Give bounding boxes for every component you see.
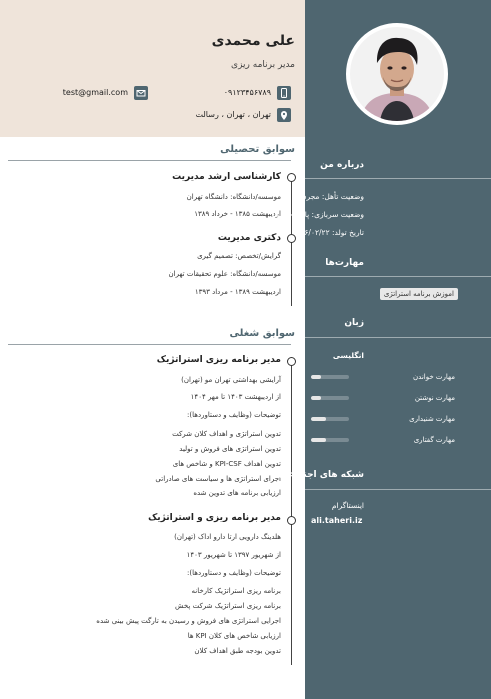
work-item-line: تدوین استراتژی و اهداف کلان شرکت (172, 430, 281, 438)
profile-photo (346, 23, 448, 125)
education-item-line: موسسه/دانشگاه: دانشگاه تهران (186, 193, 281, 201)
timeline-dot (287, 173, 296, 182)
work-item-line: توضیحات (وظایف و دستاوردها): (187, 411, 281, 419)
about-line: تاریخ تولد: ۱۳۶۶/۰۲/۲۲ (292, 228, 364, 237)
work-item-line: ارزیابی برنامه های تدوین شده (193, 489, 281, 497)
education-divider (8, 160, 291, 161)
work-divider (8, 344, 291, 345)
phone-text: ۰۹۱۲۳۴۵۶۷۸۹ (223, 88, 271, 97)
language-skill-label: مهارت شنیداری (409, 415, 455, 423)
language-divider (305, 337, 491, 338)
social-divider (305, 489, 491, 490)
timeline-dot (287, 357, 296, 366)
education-item-line: اردیبهشت ۱۳۸۹ - مرداد ۱۳۹۳ (194, 288, 281, 296)
instagram-handle-link[interactable]: ali.taheri.iz (311, 516, 363, 525)
full-name: علی محمدی (211, 33, 295, 49)
work-item-line: توضیحات (وظایف و دستاوردها): (187, 569, 281, 577)
skills-heading: مهارت‌ها (325, 258, 364, 268)
location-pin-icon (277, 108, 291, 122)
work-item-title: مدیر برنامه ریزی و استراتژیک (148, 513, 281, 523)
location-text: تهران ، تهران ، رسالت (195, 110, 271, 119)
work-item-title: مدیر برنامه ریزی استراتژیک (156, 355, 281, 365)
education-item-title: دکتری مدیریت (217, 233, 281, 243)
language-skill-bar (311, 375, 349, 379)
language-heading: زبان (344, 318, 364, 328)
social-platform: اینستاگرام (331, 501, 364, 510)
work-item-line: برنامه ریزی استراتژیک کارخانه (191, 587, 281, 595)
skill-chip: اموزش برنامه استراتژی (380, 288, 458, 300)
work-item-line: ارزیابی شاخص های کلان KPI ها (187, 632, 281, 640)
work-item-line: اجرایی استراتژی های فروش و رسیدن به تارگت پیش بینی شده (96, 617, 281, 625)
work-item-line: آرایشی بهداشتی تهران مو (تهران) (181, 376, 281, 384)
phone-icon (277, 86, 291, 100)
language-skill-fill (311, 438, 326, 442)
language-skill-label: مهارت نوشتن (414, 394, 455, 402)
language-name: انگلیسی (332, 351, 364, 360)
job-title: مدیر برنامه ریزی (231, 60, 295, 70)
mail-icon (134, 86, 148, 100)
language-skill-fill (311, 375, 321, 379)
work-item-line: از شهریور ۱۳۹۷ تا شهریور ۱۴۰۳ (186, 551, 281, 559)
work-item-line: اجرای استراتژی ها و سیاست های صادراتی (155, 475, 281, 483)
about-line: وضعیت تأهل: مجرد (303, 192, 364, 201)
work-item-line: هلدینگ دارویی ارتا دارو اداک (تهران) (174, 533, 281, 541)
education-item-line: اردیبهشت ۱۳۸۵ - خرداد ۱۳۸۹ (194, 210, 281, 218)
language-skill-label: مهارت خواندن (413, 373, 455, 381)
timeline-dot (287, 516, 296, 525)
work-item-line: تدوین استراتژی های فروش و تولید (179, 445, 281, 453)
work-heading: سوابق شغلی (229, 328, 295, 339)
language-skill-fill (311, 396, 321, 400)
work-item-line: تدوین اهداف KPI-CSF و شاخص های (172, 460, 281, 468)
language-skill-label: مهارت گفتاری (413, 436, 455, 444)
language-skill-bar (311, 417, 349, 421)
work-item-line: برنامه ریزی استراتژیک شرکت پخش (174, 602, 281, 610)
about-divider (305, 178, 491, 179)
language-skill-bar (311, 396, 349, 400)
about-line: وضعیت سربازی: پایان خدمت (272, 210, 364, 219)
education-item-line: موسسه/دانشگاه: علوم تحقیقات تهران (168, 270, 281, 278)
education-heading: سوابق تحصیلی (220, 144, 295, 155)
language-skill-bar (311, 438, 349, 442)
education-item-line: گرایش/تخصص: تصمیم گیری (197, 252, 281, 260)
skills-divider (305, 276, 491, 277)
email-text: test@gmail.com (62, 88, 128, 97)
work-item-line: تدوین بودجه طبق اهداف کلان (194, 647, 281, 655)
work-timeline (291, 360, 292, 665)
education-item-title: کارشناسی ارشد مدیریت (172, 172, 281, 182)
social-heading: شبکه های اجتماعی (278, 470, 364, 480)
about-heading: درباره من (320, 160, 364, 170)
work-item-line: از اردیبهشت ۱۴۰۳ تا مهر ۱۴۰۴ (190, 393, 281, 401)
language-skill-fill (311, 417, 326, 421)
